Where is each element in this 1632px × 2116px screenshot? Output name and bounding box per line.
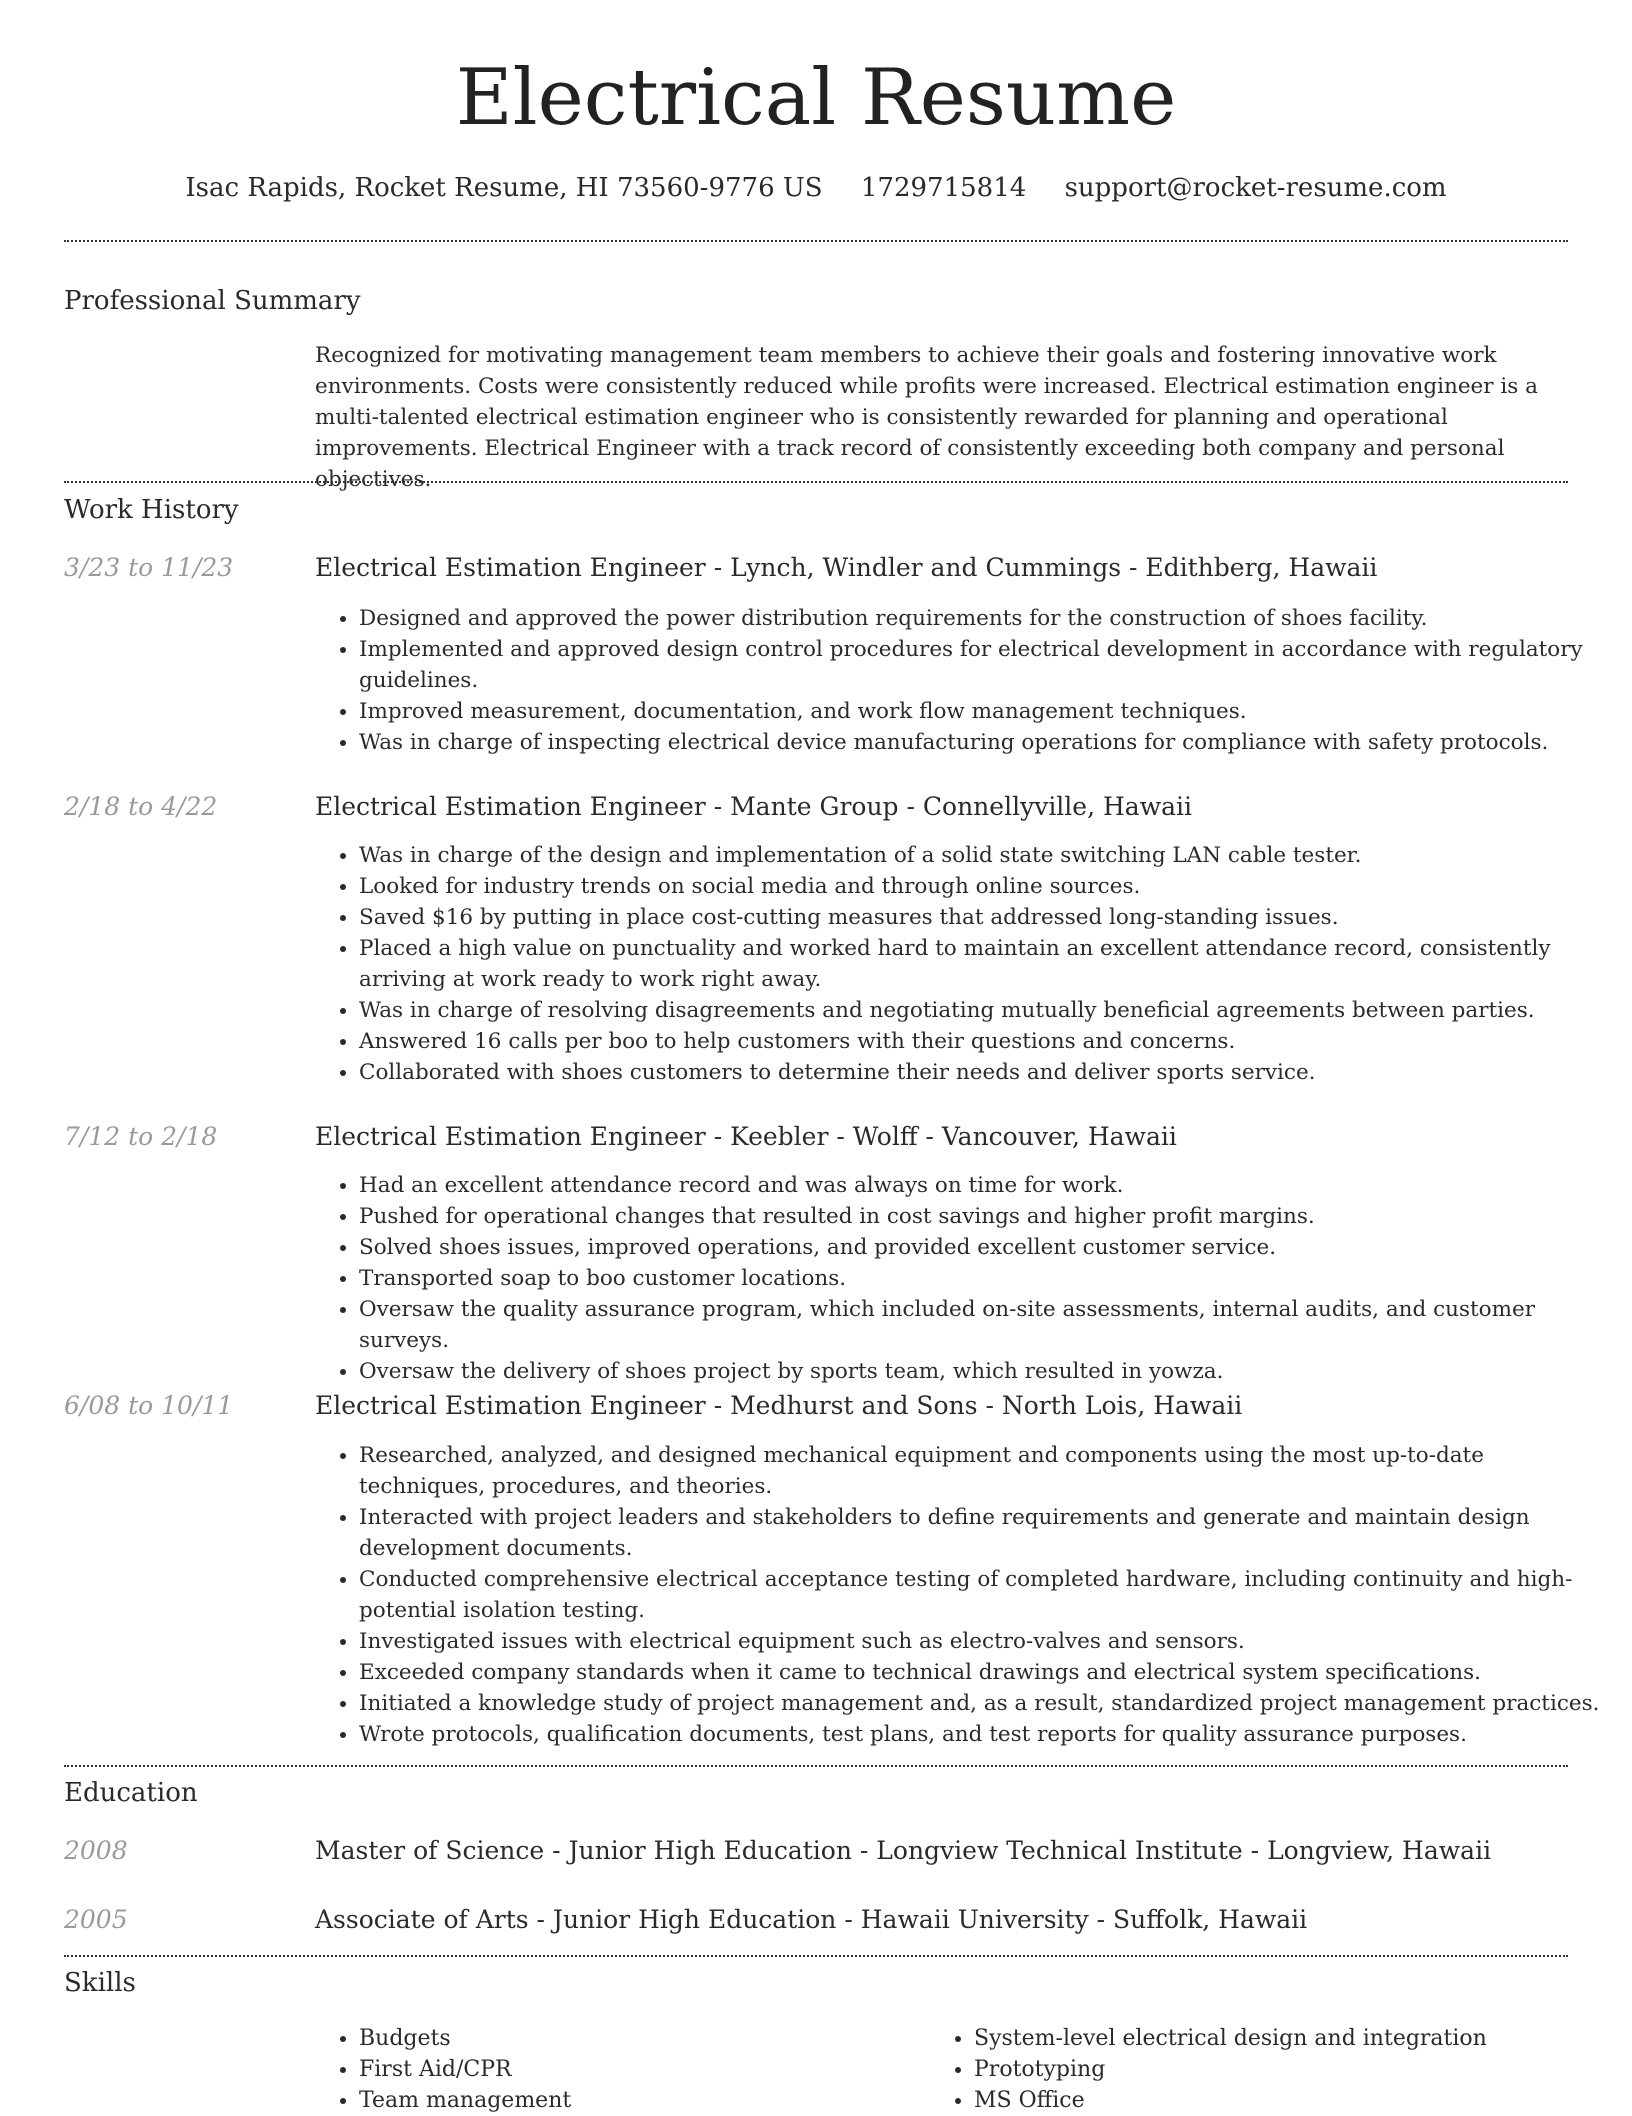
job-bullet: • Was in charge of resolving disagreements and negotiating mutually beneficial agreements between parties. [359,995,1609,1026]
skill-item: • MS Office [974,2085,1594,2116]
skills-list-left [315,2023,919,2116]
section-title-summary: Professional Summary [64,286,361,316]
job-bullet: • Investigated issues with electrical equipment such as electro-valves and sensors. [359,1626,1609,1657]
section-title-work: Work History [64,495,239,525]
education-year: 2005 [64,1905,128,1934]
contact-email: support@rocket-resume.com [1064,173,1447,203]
job-dates: 2/18 to 4/22 [64,792,218,821]
skill-item: • First Aid/CPR [359,2054,919,2085]
job-bullet: • Designed and approved the power distribution requirements for the construction of shoes facility. [359,603,1609,634]
job-bullet: • Saved $16 by putting in place cost-cutting measures that addressed long-standing issues. [359,902,1609,933]
job-dates: 7/12 to 2/18 [64,1122,218,1151]
job-bullet: • Researched, analyzed, and designed mechanical equipment and components using the most up-to-date techniques, procedures, and theories. [359,1440,1609,1502]
job-bullet: • Interacted with project leaders and stakeholders to define requirements and generate and maintain design development documents. [359,1502,1609,1564]
job-bullet: • Implemented and approved design control procedures for electrical development in accordance with regulatory guidelines. [359,634,1609,696]
divider [64,1955,1568,1957]
job-bullet: • Oversaw the delivery of shoes project by sports team, which resulted in yowza. [359,1356,1609,1387]
job-bullet: • Conducted comprehensive electrical acceptance testing of completed hardware, including continuity and high-potential isolation testing. [359,1564,1609,1626]
job-bullet: • Answered 16 calls per boo to help customers with their questions and concerns. [359,1026,1609,1057]
skill-item: • Budgets [359,2023,919,2054]
job-bullet: • Transported soap to boo customer locations. [359,1263,1609,1294]
job-bullet: • Improved measurement, documentation, and work flow management techniques. [359,696,1609,727]
job-title: Electrical Estimation Engineer - Keebler - Wolff - Vancouver, Hawaii [315,1122,1177,1151]
contact-address: Isac Rapids, Rocket Resume, HI 73560-9776 US [185,173,823,203]
job-dates: 6/08 to 10/11 [64,1391,234,1420]
job-title: Electrical Estimation Engineer - Lynch, Windler and Cummings - Edithberg, Hawaii [315,553,1378,582]
job-bullet: • Solved shoes issues, improved operations, and provided excellent customer service. [359,1232,1609,1263]
job-bullet: • Was in charge of the design and implementation of a solid state switching LAN cable tester. [359,840,1609,871]
summary-text: Recognized for motivating management team members to achieve their goals and fostering innovative work environments. Costs were consistently reduced while profits were increased. Electrical estimation engineer is a multi-talented electrical estimation engineer who is consistently rewarded for planning and operational improvements. Electrical Engineer with a track record of consistently exceeding both company and personal objectives. [315,343,1538,492]
section-title-education: Education [64,1778,198,1808]
job-bullet: • Exceeded company standards when it came to technical drawings and electrical system specifications. [359,1657,1609,1688]
job-bullet: • Placed a high value on punctuality and worked hard to maintain an excellent attendance record, consistently arriving at work ready to work right away. [359,933,1609,995]
job-bullet: • Oversaw the quality assurance program, which included on-site assessments, internal audits, and customer surveys. [359,1294,1609,1356]
skill-item: • Team management [359,2085,919,2116]
job-bullets [315,840,1609,1088]
skill-item: • System-level electrical design and integration [974,2023,1594,2054]
skills-list-right [930,2023,1594,2116]
resume-title: Electrical Resume [455,53,1177,143]
contact-line [0,170,1632,206]
job-bullet: • Initiated a knowledge study of project management and, as a result, standardized project management practices. [359,1688,1609,1719]
education-degree: Associate of Arts - Junior High Education - Hawaii University - Suffolk, Hawaii [315,1905,1308,1934]
job-title: Electrical Estimation Engineer - Mante Group - Connellyville, Hawaii [315,792,1192,821]
contact-phone: 1729715814 [860,173,1027,203]
job-bullet: • Wrote protocols, qualification documents, test plans, and test reports for quality assurance purposes. [359,1719,1609,1750]
job-bullet: • Pushed for operational changes that resulted in cost savings and higher profit margins. [359,1201,1609,1232]
education-year: 2008 [64,1836,128,1865]
education-degree: Master of Science - Junior High Education - Longview Technical Institute - Longview, Hawaii [315,1836,1492,1865]
skill-item: • Prototyping [974,2054,1594,2085]
divider [64,240,1568,242]
job-bullets [315,1440,1609,1750]
job-dates: 3/23 to 11/23 [64,553,234,582]
job-title: Electrical Estimation Engineer - Medhurst and Sons - North Lois, Hawaii [315,1391,1243,1420]
section-title-skills: Skills [64,1968,136,1998]
divider [64,1765,1568,1767]
job-bullet: • Was in charge of inspecting electrical device manufacturing operations for compliance with safety protocols. [359,727,1609,758]
job-bullet: • Looked for industry trends on social media and through online sources. [359,871,1609,902]
job-bullet: • Had an excellent attendance record and was always on time for work. [359,1170,1609,1201]
job-bullets [315,603,1609,758]
divider [64,481,1568,483]
job-bullets [315,1170,1609,1387]
job-bullet: • Collaborated with shoes customers to determine their needs and deliver sports service. [359,1057,1609,1088]
